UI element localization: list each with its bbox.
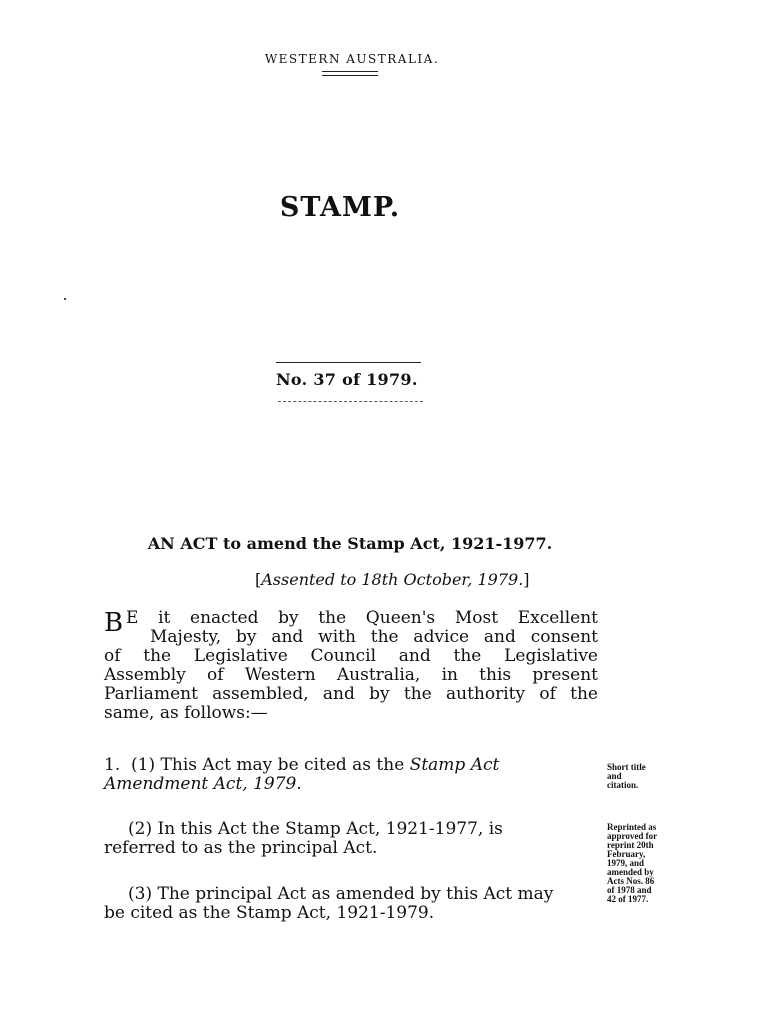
short-title-italic-b: Amendment Act, 1979	[104, 774, 297, 794]
margin-note-line: of 1978 and	[607, 885, 652, 895]
enacting-line-6: same, as follows:—	[104, 703, 268, 723]
margin-note-line: Short title	[607, 762, 646, 772]
margin-note-line: approved for	[607, 831, 658, 841]
margin-note-line: reprint 20th	[607, 840, 654, 850]
margin-note-line: and	[607, 771, 622, 781]
margin-note-line: February,	[607, 849, 646, 859]
margin-note-line: 42 of 1977.	[607, 894, 649, 904]
short-title-italic-a: Stamp Act	[409, 755, 500, 775]
section-1-2-line-1: (2) In this Act the Stamp Act, 1921-1977, is	[128, 819, 503, 839]
margin-note-short-title	[607, 763, 687, 790]
section-1-1-end: .	[296, 774, 302, 794]
act-number: No. 37 of 1979.	[276, 370, 418, 389]
assent-clause	[255, 570, 530, 589]
enacting-line-4: Assembly of Western Australia, in this present	[104, 665, 598, 685]
margin-note-line: Acts Nos. 86	[607, 876, 655, 886]
section-1-2-line-2: referred to as the principal Act.	[104, 838, 378, 858]
margin-note-line: amended by	[607, 867, 654, 877]
enacting-drop-cap: B	[104, 608, 124, 638]
section-1-3-line-1: (3) The principal Act as amended by this Act may	[128, 884, 554, 904]
assent-text: Assented to 18th October, 1979.	[261, 570, 524, 589]
number-top-rule	[276, 362, 421, 363]
margin-note-line: 1979, and	[607, 858, 645, 868]
margin-note-line: Reprinted as	[607, 822, 657, 832]
act-title: STAMP.	[279, 192, 401, 223]
number-bottom-rule	[278, 401, 423, 402]
margin-note-line: citation.	[607, 780, 639, 790]
section-1-3-line-2: be cited as the Stamp Act, 1921-1979.	[104, 903, 435, 923]
stray-mark	[64, 298, 66, 300]
enacting-line-3: of the Legislative Council and the Legislative	[104, 646, 598, 666]
section-1-1-line-2	[104, 775, 302, 794]
assent-close-bracket: ]	[523, 570, 530, 589]
double-rule-divider	[322, 71, 378, 76]
margin-note-reprint	[607, 823, 687, 904]
section-1-number: 1.	[104, 755, 121, 775]
assent-open-bracket: [	[255, 570, 262, 589]
enacting-line-2: Majesty, by and with the advice and consent	[150, 627, 598, 647]
section-1-1-prefix: (1) This Act may be cited as the	[131, 755, 405, 775]
section-1-1-line-1	[104, 756, 499, 775]
jurisdiction-heading: WESTERN AUSTRALIA.	[264, 52, 440, 66]
long-title: AN ACT to amend the Stamp Act, 1921-1977.	[147, 534, 553, 553]
enacting-line-1: E it enacted by the Queen's Most Excellent	[126, 608, 598, 628]
enacting-line-5: Parliament assembled, and by the authority of the	[104, 684, 598, 704]
